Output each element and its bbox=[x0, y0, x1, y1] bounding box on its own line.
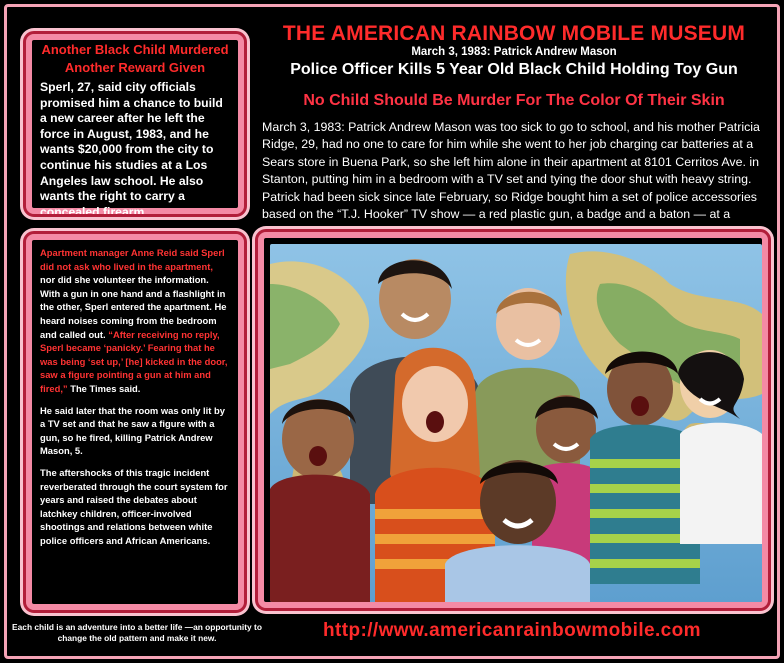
date-line: March 3, 1983: Patrick Andrew Mason bbox=[411, 46, 617, 58]
incident-quote-2: “After receiving no reply, Sperl became ‘panicky.’ Fearing that he was being ‘set up,’ [he] kicked in the door, saw a figure pointing a gun at him and fired,” bbox=[40, 328, 228, 394]
headline: Police Officer Kills 5 Year Old Black Child Holding Toy Gun bbox=[290, 61, 738, 78]
incident-paragraph-2: He said later that the room was only lit by a TV set and that he saw a figure with a gun, so he fired, killing Patrick Andrew Mason, 5. bbox=[40, 404, 225, 457]
incident-paragraph-1 bbox=[40, 246, 230, 396]
reward-box bbox=[26, 34, 244, 219]
subheadline: No Child Should Be Murder For The Color Of Their Skin bbox=[303, 92, 725, 109]
children-photo bbox=[270, 244, 762, 602]
incident-paragraph-3: The aftershocks of this tragic incident reverberated through the court system for years and raised the debates about latchkey children, officer-involved shootings and relations between white police officers and African Americans. bbox=[40, 466, 228, 546]
reward-box-text: Sperl, 27, said city officials promised him a chance to build a new career after he left the force in August, 1983, and he wants $20,000 from the city to continue his studies at a Los Angeles law school. He also wants the right to carry a concealed firearm. bbox=[40, 80, 223, 219]
article-text: March 3, 1983: Patrick Andrew Mason was too sick to go to school, and his mother Patricia Ridge, 29, had no one to care for him while she went to her job charging car batteries at a Sears store in Buena Park, so she left him alone in their apartment at 8101 Cerritos Ave. in Stanton, putting him in a bedroom with a TV set and tying the door shut with heavy string. Patrick had been sick since late February, so Ridge bought him a set of police accessories based on the “T.J. Hooker” TV show — a red plastic gun, a badge and a baton — at a bbox=[262, 120, 760, 222]
website-link[interactable]: http://www.americanrainbowmobile.com bbox=[323, 620, 701, 641]
incident-text-1: nor did she volunteer the information. With a gun in one hand and a flashlight in the other, Sperl entered the apartment. He heard noises coming from the bedroom and called out. bbox=[40, 274, 227, 340]
incident-text-2: The Times said. bbox=[67, 382, 141, 394]
reward-box-heading-1: Another Black Child Murdered bbox=[41, 42, 229, 57]
photo-frame bbox=[258, 232, 768, 608]
incident-quote-1: Apartment manager Anne Reid said Sperl did not ask who lived in the apartment, bbox=[40, 247, 225, 272]
incident-box-text bbox=[32, 240, 238, 547]
museum-title: THE AMERICAN RAINBOW MOBILE MUSEUM bbox=[282, 22, 746, 45]
reward-box-heading-2: Another Reward Given bbox=[64, 60, 206, 75]
incident-box bbox=[26, 234, 244, 610]
footer-note: Each child is an adventure into a better life —an opportunity to change the old pattern and make it new. bbox=[12, 622, 262, 643]
